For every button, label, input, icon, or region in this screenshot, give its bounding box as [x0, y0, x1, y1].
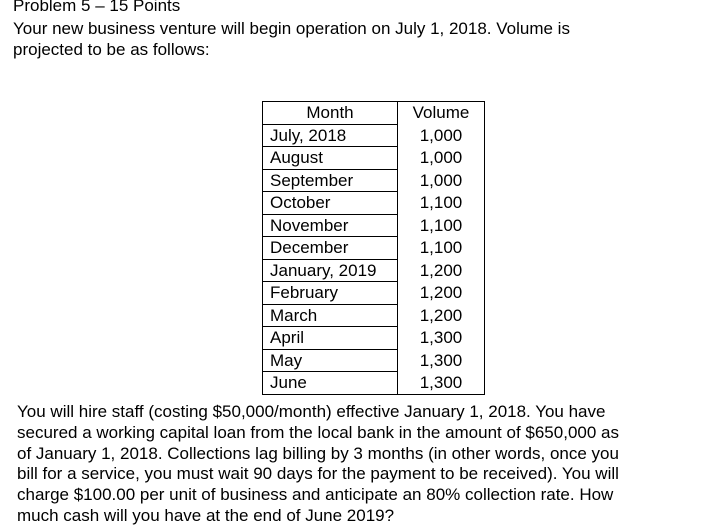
volume-cell: 1,200	[398, 259, 485, 282]
volume-cell: 1,100	[398, 214, 485, 237]
volume-cell: 1,300	[398, 349, 485, 372]
volume-cell: 1,000	[398, 169, 485, 192]
month-cell: November	[263, 214, 398, 237]
volume-cell: 1,100	[398, 192, 485, 215]
problem-title: Problem 5 – 15 Points	[13, 0, 181, 15]
intro-line: projected to be as follows:	[13, 40, 210, 59]
month-cell: September	[263, 169, 398, 192]
table-row	[263, 372, 485, 395]
table-row	[263, 259, 485, 282]
table-row	[263, 282, 485, 305]
statement-line: secured a working capital loan from the local bank in the amount of $650,000 as	[17, 422, 619, 442]
statement-line: of January 1, 2018. Collections lag billing by 3 months (in other words, once you	[17, 443, 619, 463]
volume-cell: 1,000	[398, 124, 485, 147]
statement-line: charge $100.00 per unit of business and anticipate an 80% collection rate. How	[17, 485, 614, 505]
table-row	[263, 327, 485, 350]
volume-cell: 1,000	[398, 147, 485, 170]
volume-cell: 1,200	[398, 282, 485, 305]
month-cell: July, 2018	[263, 124, 398, 147]
volume-cell: 1,300	[398, 372, 485, 395]
statement-line: You will hire staff (costing $50,000/month) effective January 1, 2018. You have	[17, 402, 606, 421]
volume-table	[262, 101, 485, 395]
month-cell: October	[263, 192, 398, 215]
month-column-header: Month	[263, 102, 398, 125]
table-header-row	[263, 102, 485, 125]
statement-line: much cash will you have at the end of June 2019?	[17, 505, 395, 525]
volume-cell: 1,200	[398, 304, 485, 327]
intro-paragraph	[13, 18, 673, 60]
statement-line: bill for a service, you must wait 90 days for the payment to be received). You will	[17, 464, 619, 484]
volume-column-header: Volume	[398, 102, 485, 125]
volume-cell: 1,100	[398, 237, 485, 260]
month-cell: August	[263, 147, 398, 170]
volume-cell: 1,300	[398, 327, 485, 350]
month-cell: April	[263, 327, 398, 350]
month-cell: June	[263, 372, 398, 395]
month-cell: December	[263, 237, 398, 260]
intro-line: Your new business venture will begin operation on July 1, 2018. Volume is	[13, 19, 570, 38]
month-cell: February	[263, 282, 398, 305]
problem-statement	[17, 402, 697, 527]
table-row	[263, 349, 485, 372]
table-row	[263, 169, 485, 192]
month-cell: January, 2019	[263, 259, 398, 282]
table-row	[263, 214, 485, 237]
month-cell: May	[263, 349, 398, 372]
table-row	[263, 124, 485, 147]
table-row	[263, 147, 485, 170]
table-row	[263, 192, 485, 215]
table-row	[263, 237, 485, 260]
month-cell: March	[263, 304, 398, 327]
table-row	[263, 304, 485, 327]
